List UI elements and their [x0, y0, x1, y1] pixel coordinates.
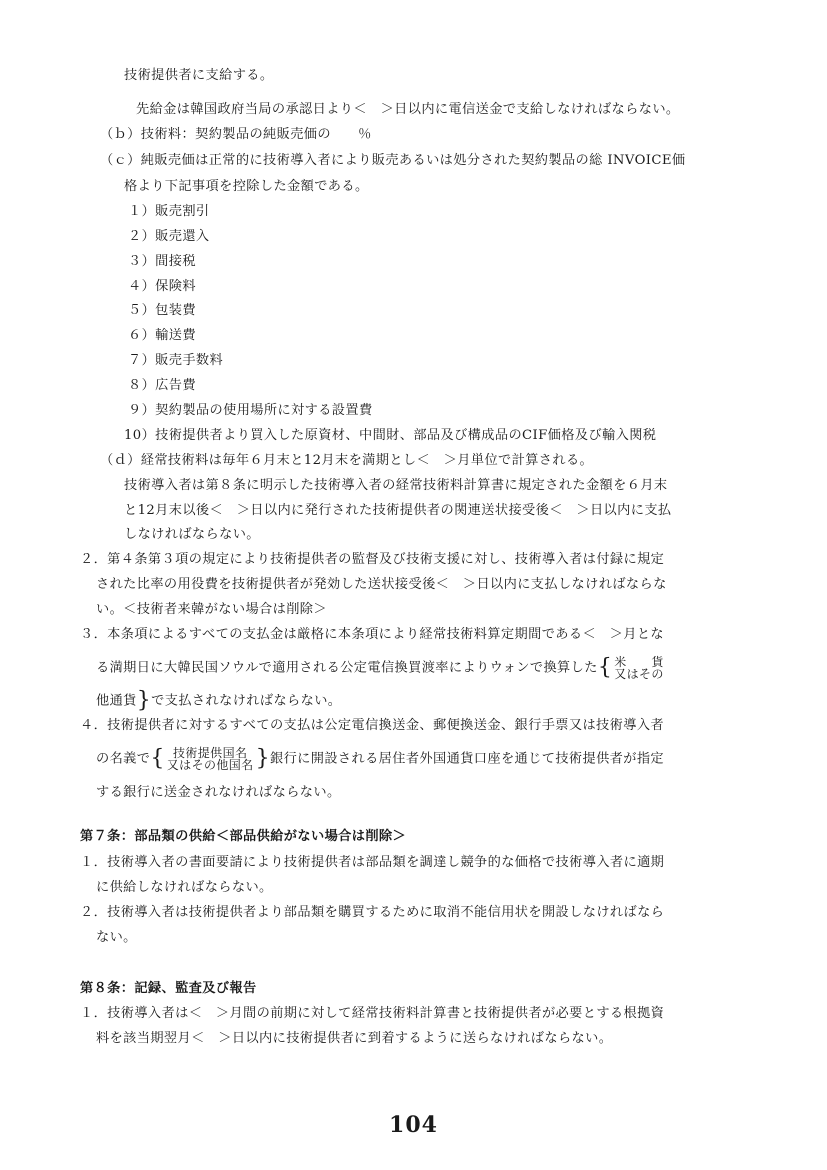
- text-line: と12月末以後＜ ＞日以内に発行された技術提供者の関連送状接受後＜ ＞日以内に支払: [124, 503, 672, 518]
- text-line: された比率の用役費を技術提供者が発効した送状接受後＜ ＞日以内に支払しなければならな: [96, 577, 667, 592]
- section-heading: 第８条：記録、監査及び報告: [80, 981, 257, 996]
- text-line: 技術導入者は第８条に明示した技術導入者の経常技術料計算書に規定された金額を６月末: [124, 478, 668, 493]
- text-line: （ｂ）技術料：契約製品の純販売価の ％: [100, 127, 372, 142]
- text-line: する銀行に送金されなければならない。: [96, 785, 341, 800]
- text-line: ２．第４条第３項の規定により技術提供者の監督及び技術支援に対し、技術導入者は付録に規定: [80, 552, 665, 567]
- list-item: ４）保険料: [128, 279, 196, 294]
- text-line: [96, 690, 341, 712]
- text-line: ない。: [96, 930, 137, 945]
- brace-group: [167, 747, 254, 771]
- text-fragment: の名義で: [96, 751, 151, 767]
- section-heading: 第７条：部品類の供給＜部品供給がない場合は削除＞: [80, 829, 407, 844]
- list-item: ３）間接税: [128, 254, 196, 269]
- list-item: ５）包装費: [128, 303, 196, 318]
- brace-group: [614, 656, 664, 680]
- list-item: ６）輸送費: [128, 328, 196, 343]
- brace-bottom: 又はその他国名: [166, 758, 254, 772]
- page-number: 104: [389, 1112, 438, 1138]
- text-line: １．技術導入者は＜ ＞月間の前期に対して経常技術料計算書と技術提供者が必要とする根拠資: [80, 1006, 665, 1021]
- text-line: 料を該当期翌月＜ ＞日以内に技術提供者に到着するように送らなければならない。: [96, 1031, 613, 1046]
- text-line: 格より下記事項を控除した金額である。: [124, 179, 369, 194]
- text-line: 先給金は韓国政府当局の承認日より＜ ＞日以内に電信送金で支給しなければならない。: [136, 102, 680, 117]
- text-line-with-brace: [96, 656, 666, 680]
- text-fragment: る満期日に大韓民国ソウルで適用される公定電信換買渡率によりウォンで換算した: [96, 660, 598, 676]
- text-line: １．技術導入者の書面要請により技術提供者は部品類を調達し競争的な価格で技術導入者に適期: [80, 855, 665, 870]
- text-line: しなければならない。: [124, 527, 260, 542]
- brace-close: }: [136, 688, 152, 713]
- text-line: （ｄ）経常技術料は毎年６月末と12月末を満期とし＜ ＞月単位で計算される。: [100, 453, 594, 468]
- brace-open: {: [597, 655, 613, 680]
- text-line: 技術提供者に支給する。: [124, 68, 274, 83]
- list-item: ７）販売手数料: [128, 353, 224, 368]
- brace-top: 米 貨: [614, 655, 664, 669]
- text-fragment: 銀行に開設される居住者外国通貨口座を通じて技術提供者が指定: [269, 751, 665, 767]
- text-fragment: 他通貨: [96, 693, 137, 709]
- list-item: ９）契約製品の使用場所に対する設置費: [128, 403, 373, 418]
- text-line: （ｃ）純販売価は正常的に技術導入者により販売あるいは処分された契約製品の総 INVOICE価: [100, 153, 686, 168]
- text-line-with-brace: [96, 747, 664, 771]
- text-line: ２．技術導入者は技術提供者より部品類を購買するために取消不能信用状を開設しなければなら: [80, 905, 665, 920]
- brace-close: }: [255, 746, 270, 771]
- list-item: 10）技術提供者より買入した原資材、中間財、部品及び構成品のCIF価格及び輸入関税: [124, 428, 657, 443]
- text-line: い。＜技術者来韓がない場合は削除＞: [96, 602, 327, 617]
- text-line: ３．本条項によるすべての支払金は厳格に本条項により経常技術料算定期間である＜ ＞月とな: [80, 627, 664, 642]
- text-fragment: で支払されなければならない。: [151, 693, 342, 709]
- list-item: ８）広告費: [128, 378, 196, 393]
- brace-open: {: [150, 746, 165, 771]
- brace-top: 技術提供国名: [172, 746, 248, 760]
- list-item: ２）販売還入: [128, 229, 210, 244]
- list-item: １）販売割引: [128, 204, 210, 219]
- text-line: に供給しなければならない。: [96, 880, 273, 895]
- text-line: ４．技術提供者に対するすべての支払は公定電信換送金、郵便換送金、銀行手票又は技術導入者: [80, 718, 664, 733]
- brace-bottom: 又はその: [614, 667, 664, 681]
